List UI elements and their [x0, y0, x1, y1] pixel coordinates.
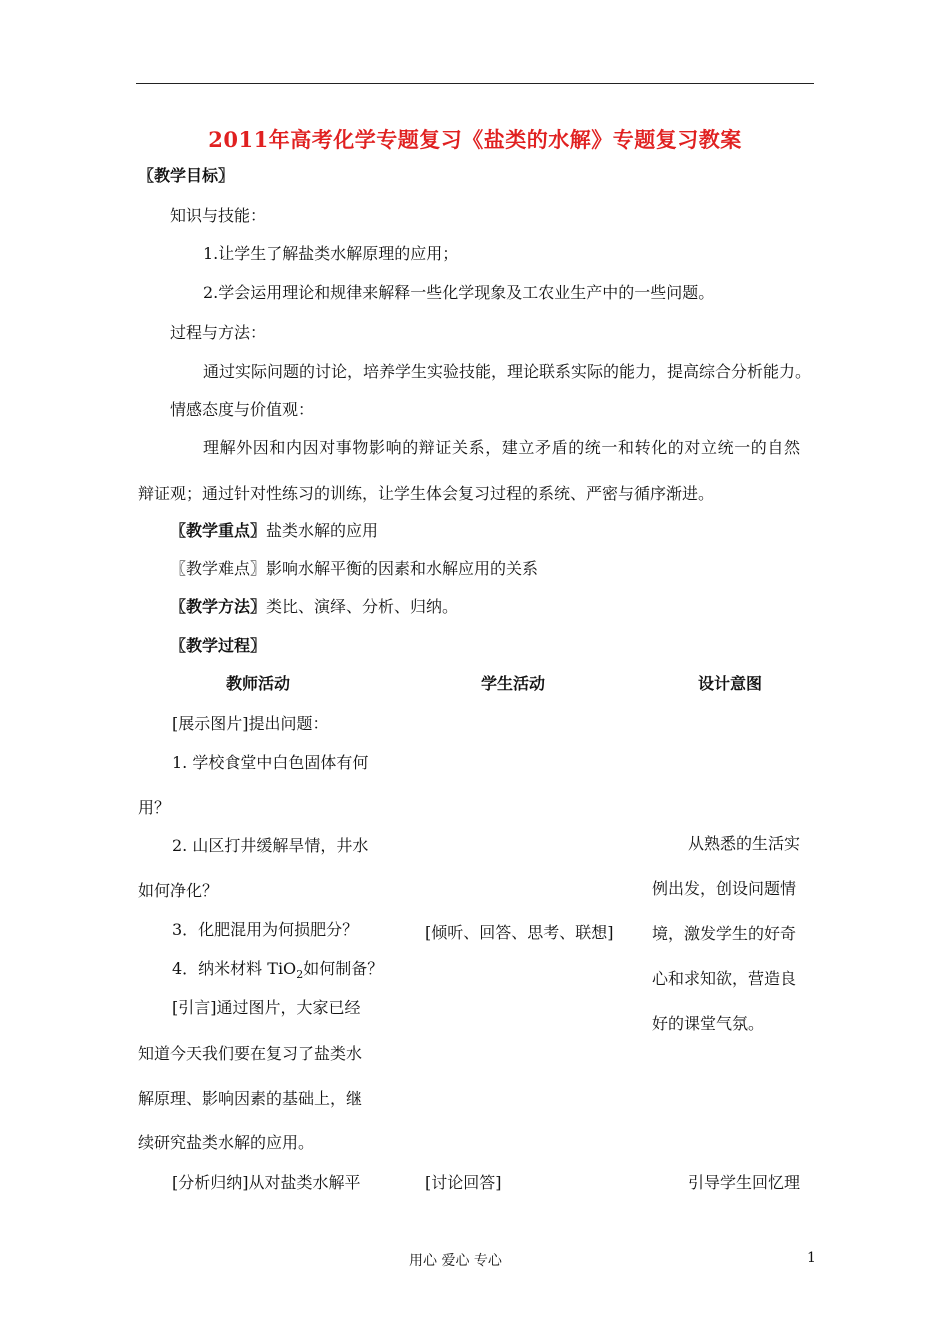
teacher-line: 解原理、影响因素的基础上，继 [138, 1089, 363, 1108]
teacher-line: 知道今天我们要在复习了盐类水 [138, 1044, 363, 1063]
teacher-line: 1. 学校食堂中白色固体有何 [172, 753, 369, 772]
knowledge-item-1: 1.让学生了解盐类水解原理的应用； [203, 244, 459, 263]
teacher-line: 续研究盐类水解的应用。 [138, 1133, 315, 1152]
teacher-line: 如何净化？ [138, 881, 219, 900]
design-line: 好的课堂气氛。 [652, 1014, 765, 1033]
emotion-line-1: 理解外因和内因对事物影响的辩证关系，建立矛盾的统一和转化的对立统一的自然 [203, 438, 801, 457]
process-text: 通过实际问题的讨论，培养学生实验技能，理论联系实际的能力，提高综合分析能力。 [203, 362, 812, 381]
design-line: 引导学生回忆理 [688, 1173, 801, 1192]
col-header-design: 设计意图 [698, 674, 763, 693]
col-header-teacher: 教师活动 [226, 674, 291, 693]
key-point-label: 〖教学重点〗 [170, 521, 267, 540]
key-point-line [170, 518, 378, 541]
tio2-subscript: 2 [296, 968, 304, 982]
design-line: 从熟悉的生活实 [688, 834, 801, 853]
teacher-line: [展示图片]提出问题： [172, 714, 329, 733]
teacher-line: [分析归纳]从对盐类水解平 [172, 1173, 361, 1192]
process-label: 过程与方法： [170, 323, 267, 342]
method-line [170, 594, 458, 617]
emotion-line-2: 辩证观；通过针对性练习的训练，让学生体会复习过程的系统、严密与循序渐进。 [138, 484, 715, 503]
document-title: 2011年高考化学专题复习《盐类的水解》专题复习教案 [208, 127, 742, 152]
design-line: 境，激发学生的好奇 [652, 924, 797, 943]
footer-text: 用心 爱心 专心 [409, 1253, 502, 1269]
teacher-line-tio2 [172, 956, 383, 981]
knowledge-label: 知识与技能： [170, 206, 267, 225]
emotion-label: 情感态度与价值观： [170, 400, 315, 419]
method-text: 类比、演绎、分析、归纳。 [266, 597, 459, 616]
difficulty-text: 影响水解平衡的因素和水解应用的关系 [266, 559, 539, 578]
student-activity: [倾听、回答、思考、联想] [425, 923, 614, 942]
design-line: 例出发，创设问题情 [652, 879, 797, 898]
method-label: 〖教学方法〗 [170, 597, 267, 616]
col-header-student: 学生活动 [481, 674, 546, 693]
tio2-text: 4．纳米材料 TiO [172, 959, 297, 978]
teacher-line: 3．化肥混用为何损肥分？ [172, 920, 359, 939]
goals-heading: 〖教学目标〗 [138, 166, 235, 185]
knowledge-item-2: 2.学会运用理论和规律来解释一些化学现象及工农业生产中的一些问题。 [203, 283, 715, 302]
teacher-line: 2. 山区打井缓解旱情，井水 [172, 836, 369, 855]
tio2-suffix: 如何制备？ [303, 959, 384, 978]
difficulty-line [170, 556, 538, 579]
difficulty-label: 〖教学难点〗 [170, 559, 267, 578]
key-point-text: 盐类水解的应用 [266, 521, 379, 540]
header-rule [136, 83, 814, 84]
teacher-line: [引言]通过图片，大家已经 [172, 998, 361, 1017]
process-heading: 〖教学过程〗 [170, 636, 267, 655]
design-line: 心和求知欲，营造良 [652, 969, 797, 988]
page-number: 1 [807, 1250, 816, 1266]
student-activity: [讨论回答] [425, 1173, 502, 1192]
teacher-line: 用？ [138, 798, 171, 817]
